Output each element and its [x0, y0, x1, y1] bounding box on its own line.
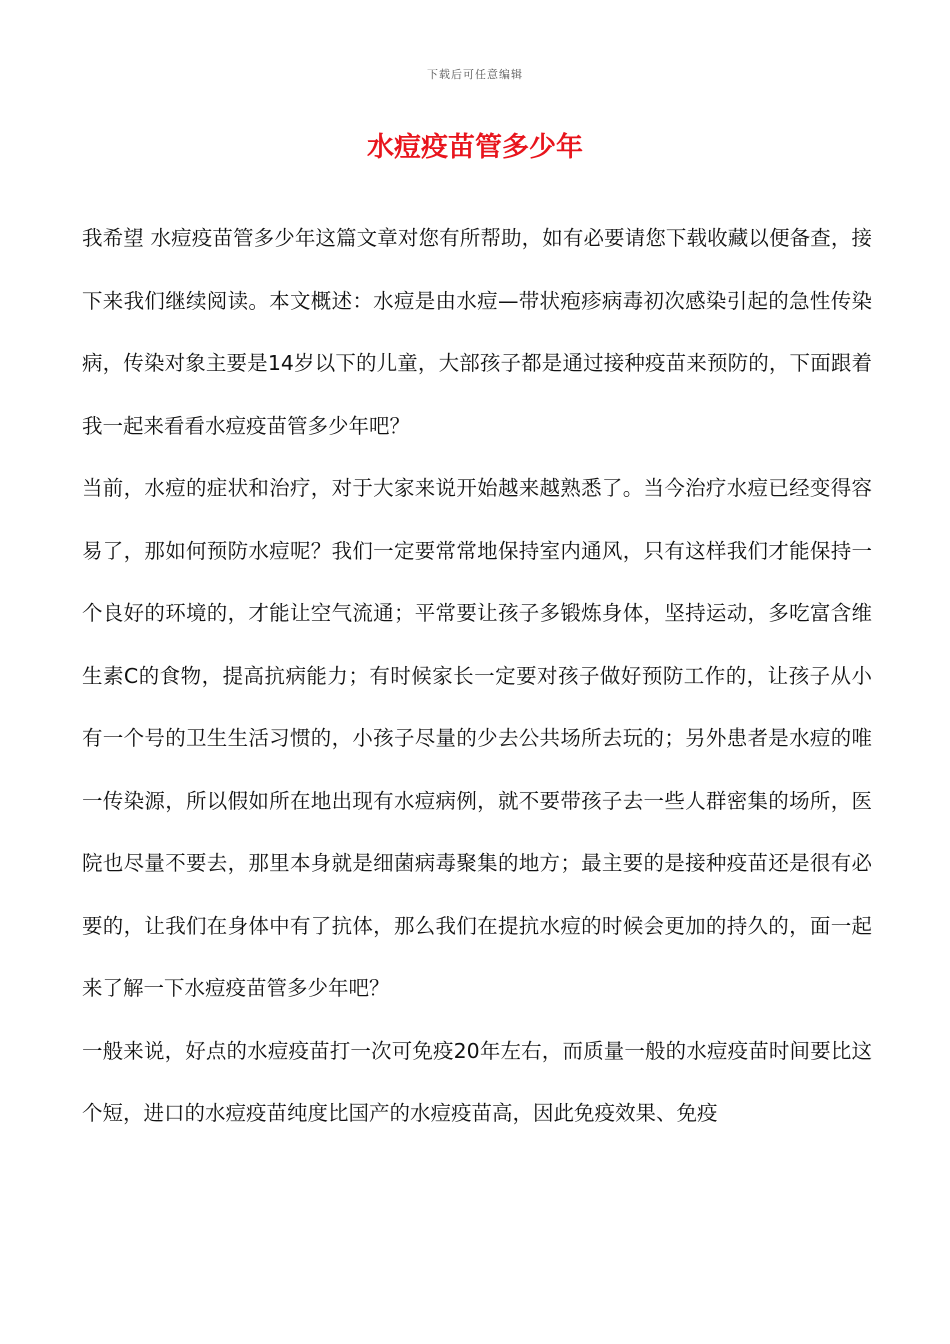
paragraph-duration: 一般来说，好点的水痘疫苗打一次可免疫20年左右，而质量一般的水痘疫苗时间要比这个短，进口的水痘疫苗纯度比国产的水痘疫苗高，因此免疫效果、免疫: [82, 1038, 872, 1125]
paragraph-prevention: 当前，水痘的症状和治疗，对于大家来说开始越来越熟悉了。当今治疗水痘已经变得容易了，那如何预防水痘呢？我们一定要常常地保持室内通风，只有这样我们才能保持一个良好的环境的，才能让空气流通；平常要让孩子多锻炼身体，坚持运动，多吃富含维生素C的食物，提高抗病能力；有时候家长一定要对孩子做好预防工作的，让孩子从小有一个号的卫生生活习惯的，小孩子尽量的少去公共场所去玩的；另外患者是水痘的唯一传染源，所以假如所在地出现有水痘病例，就不要带孩子去一些人群密集的场所，医院也尽量不要去，那里本身就是细菌病毒聚集的地方；最主要的是接种疫苗还是很有必要的，让我们在身体中有了抗体，那么我们在提抗水痘的时候会更加的持久的，面一起来了解一下水痘疫苗管多少年吧？: [82, 476, 872, 1000]
document-title: 水痘疫苗管多少年: [367, 132, 583, 163]
header-note: 下载后可任意编辑: [427, 68, 523, 81]
paragraph-intro: 我希望 水痘疫苗管多少年这篇文章对您有所帮助，如有必要请您下载收藏以便备查，接下来我们继续阅读。本文概述：水痘是由水痘—带状疱疹病毒初次感染引起的急性传染病，传染对象主要是14岁以下的儿童，大部孩子都是通过接种疫苗来预防的，下面跟着我一起来看看水痘疫苗管多少年吧？: [82, 226, 872, 438]
document-body: [82, 207, 872, 1145]
